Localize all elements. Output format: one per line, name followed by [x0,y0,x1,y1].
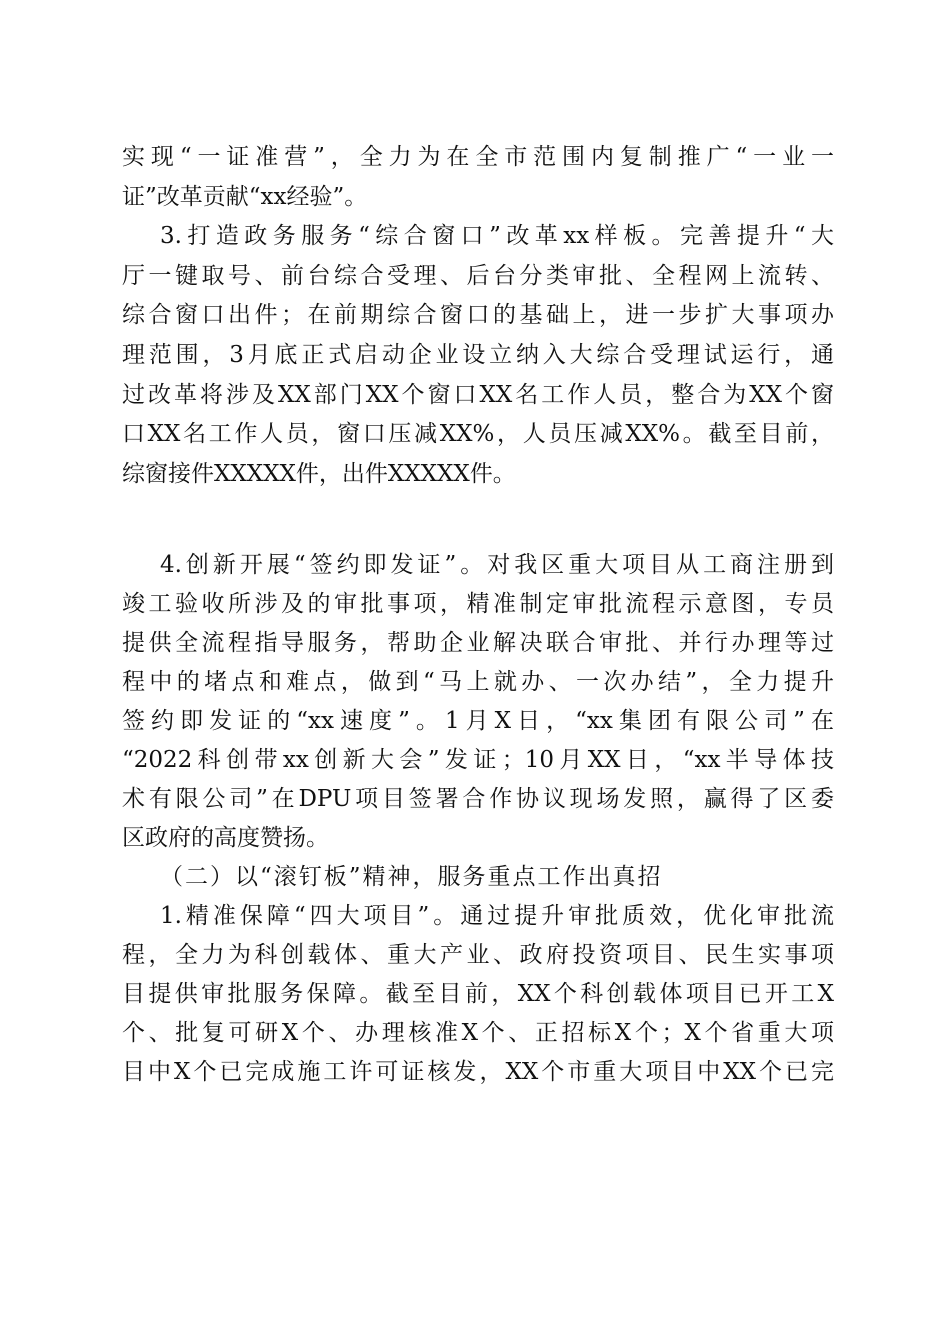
paragraph-line: 厅一键取号、前台综合受理、后台分类审批、全程网上流转、 [122,263,834,289]
paragraph-line: 理范围，3月底正式启动企业设立纳入大综合受理试运行，通 [122,342,834,368]
paragraph-line: 程中的堵点和难点，做到“马上就办、一次办结”，全力提升 [122,669,834,695]
paragraph-line: 实现“一证准营”，全力为在全市范围内复制推广“一业一 [122,144,834,170]
paragraph-line: 目中X个已完成施工许可证核发，XX个市重大项目中XX个已完 [122,1059,834,1085]
paragraph-line: 个、批复可研X个、办理核准X个、正招标X个；X个省重大项 [122,1020,834,1046]
item-3-title-line: 3.打造政务服务“综合窗口”改革xx样板。完善提升“大 [160,223,834,249]
paragraph-line: 证”改革贡献“xx经验”。 [122,184,368,210]
paragraph-line: 提供全流程指导服务，帮助企业解决联合审批、并行办理等过 [122,630,834,656]
paragraph-line: 术有限公司”在DPU项目签署合作协议现场发照，赢得了区委 [122,786,834,812]
paragraph-line: 综合窗口出件；在前期综合窗口的基础上，进一步扩大事项办 [122,302,834,328]
paragraph-line: 综窗接件XXXXX件，出件XXXXX件。 [122,461,516,487]
paragraph-line: “2022科创带xx创新大会”发证；10月XX日，“xx半导体技 [122,747,834,773]
paragraph-line: 口XX名工作人员，窗口压减XX%，人员压减XX%。截至目前， [122,421,834,447]
paragraph-line: 区政府的高度赞扬。 [122,825,329,851]
paragraph-line: 程，全力为科创载体、重大产业、政府投资项目、民生实事项 [122,942,834,968]
paragraph-line: 竣工验收所涉及的审批事项，精准制定审批流程示意图，专员 [122,591,834,617]
paragraph-line: 目提供审批服务保障。截至目前，XX个科创载体项目已开工X [122,981,834,1007]
paragraph-line: 过改革将涉及XX部门XX个窗口XX名工作人员，整合为XX个窗 [122,382,834,408]
item-1-title-line: 1.精准保障“四大项目”。通过提升审批质效，优化审批流 [160,903,834,929]
section-heading: （二）以“滚钉板”精神，服务重点工作出真招 [160,864,663,890]
item-4-title-line: 4.创新开展“签约即发证”。对我区重大项目从工商注册到 [160,552,834,578]
paragraph-line: 签约即发证的“xx速度”。1月X日，“xx集团有限公司”在 [122,708,834,734]
